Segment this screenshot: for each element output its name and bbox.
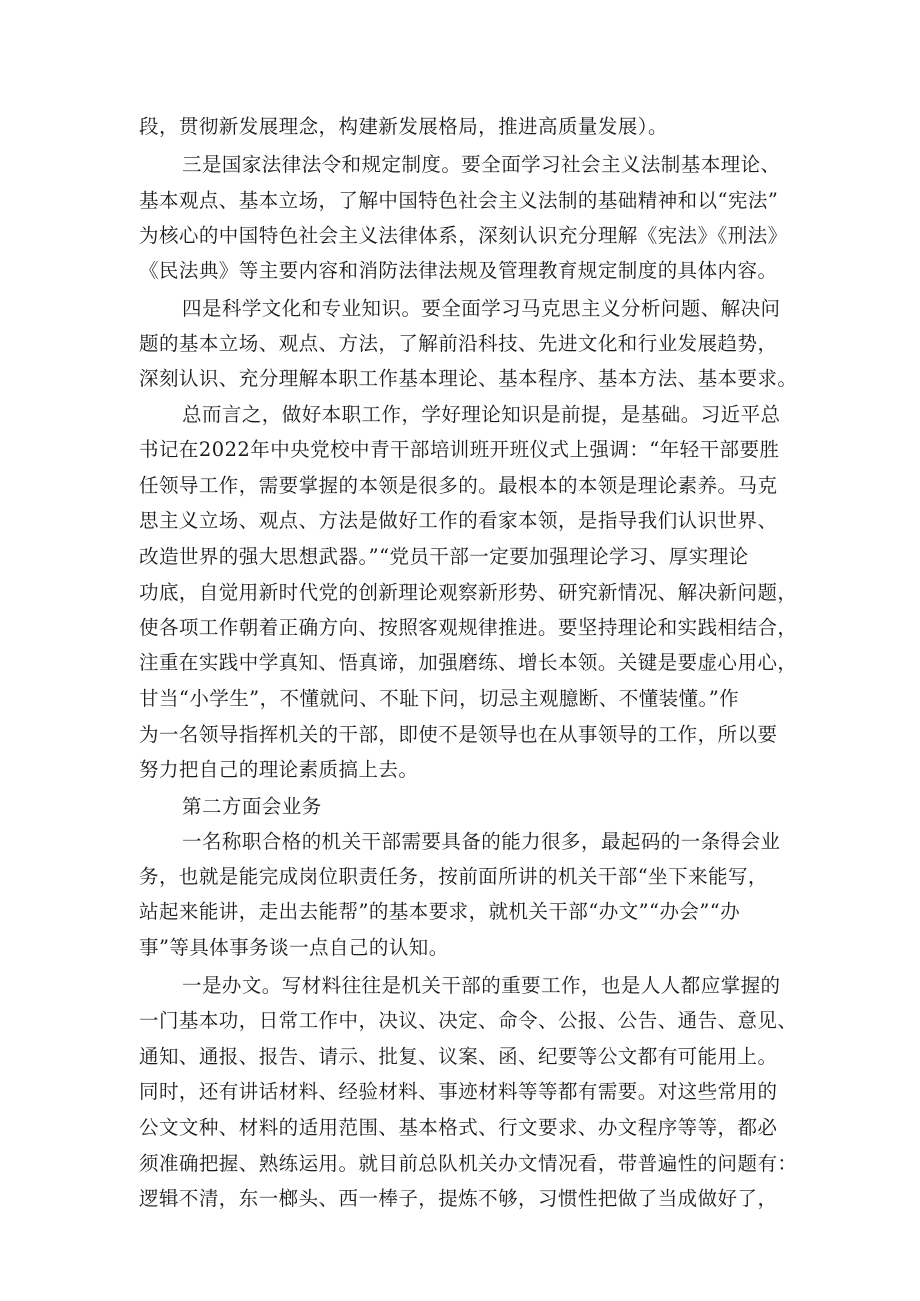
- text-line: 务，也就是能完成岗位职责任务，按前面所讲的机关干部“坐下来能写，: [139, 865, 768, 888]
- text-line: 公文文种、材料的适用范围、基本格式、行文要求、办文程序等等，都必: [139, 1116, 778, 1139]
- text-line: 段，贯彻新发展理念，构建新发展格局，推进高质量发展）。: [139, 115, 668, 138]
- text-line: 逻辑不清，东一榔头、西一棒子，提炼不够，习惯性把做了当成做好了，: [139, 1187, 778, 1210]
- text-line: 一门基本功，日常工作中，决议、决定、命令、公报、公告、通告、意见、: [139, 1009, 798, 1032]
- section-heading: 第二方面会业务: [182, 795, 322, 818]
- paragraph-heading: 四是科学文化和专业知识。要全面学习马克思主义分析问题、解决问: [182, 297, 781, 320]
- text-line: 深刻认识、充分理解本职工作基本理论、基本程序、基本方法、基本要求。: [139, 367, 798, 390]
- text-line: 功底，自觉用新时代党的创新理论观察新形势、研究新情况、解决新问题，: [139, 581, 798, 604]
- text-line: 基本观点、基本立场，了解中国特色社会主义法制的基础精神和以“宪法”: [139, 189, 779, 212]
- paragraph-start: 总而言之，做好本职工作，学好理论知识是前提，是基础。习近平总: [182, 403, 781, 426]
- text-line: 通知、通报、报告、请示、批复、议案、函、纪要等公文都有可能用上。: [139, 1045, 778, 1068]
- text-line: 题的基本立场、观点、方法，了解前沿科技、先进文化和行业发展趋势，: [139, 332, 778, 355]
- text-line: 须准确把握、熟练运用。就目前总队机关办文情况看，带普遍性的问题有：: [139, 1152, 798, 1175]
- text-line: 甘当“小学生”，不懂就问、不耻下问，切忌主观臆断、不懂装懂。”作: [139, 687, 740, 710]
- text-line: 任领导工作，需要掌握的本领是很多的。最根本的本领是理论素养。马克: [139, 474, 778, 497]
- text-line: 事”等具体事务谈一点自己的认知。: [139, 936, 449, 959]
- text-line: 为核心的中国特色社会主义法律体系，深刻认识充分理解《宪法》《刑法》: [139, 224, 788, 247]
- text-line: 注重在实践中学真知、悟真谛，加强磨练、增长本领。关键是要虚心用心，: [139, 651, 798, 674]
- paragraph-heading: 三是国家法律法令和规定制度。要全面学习社会主义法制基本理论、: [182, 153, 781, 176]
- text-line: 努力把自己的理论素质搞上去。: [139, 758, 419, 781]
- paragraph-start: 一名称职合格的机关干部需要具备的能力很多，最起码的一条得会业: [182, 830, 781, 853]
- text-line: 站起来能讲，走出去能帮”的基本要求，就机关干部“办文”“办会”“办: [139, 900, 741, 923]
- text-line: 书记在2022年中央党校中青干部培训班开班仪式上强调：“年轻干部要胜: [139, 438, 780, 461]
- text-line: 思主义立场、观点、方法是做好工作的看家本领，是指导我们认识世界、: [139, 509, 778, 532]
- text-line: 《民法典》等主要内容和消防法律法规及管理教育规定制度的具体内容。: [139, 259, 778, 282]
- text-line: 使各项工作朝着正确方向、按照客观规律推进。要坚持理论和实践相结合，: [139, 616, 798, 639]
- text-line: 同时，还有讲话材料、经验材料、事迹材料等等都有需要。对这些常用的: [139, 1080, 778, 1103]
- text-line: 为一名领导指挥机关的干部，即使不是领导也在从事领导的工作，所以要: [139, 723, 778, 746]
- text-line: 改造世界的强大思想武器。”“党员干部一定要加强理论学习、厚实理论: [139, 545, 749, 568]
- paragraph-heading: 一是办文。写材料往往是机关干部的重要工作，也是人人都应掌握的: [182, 974, 781, 997]
